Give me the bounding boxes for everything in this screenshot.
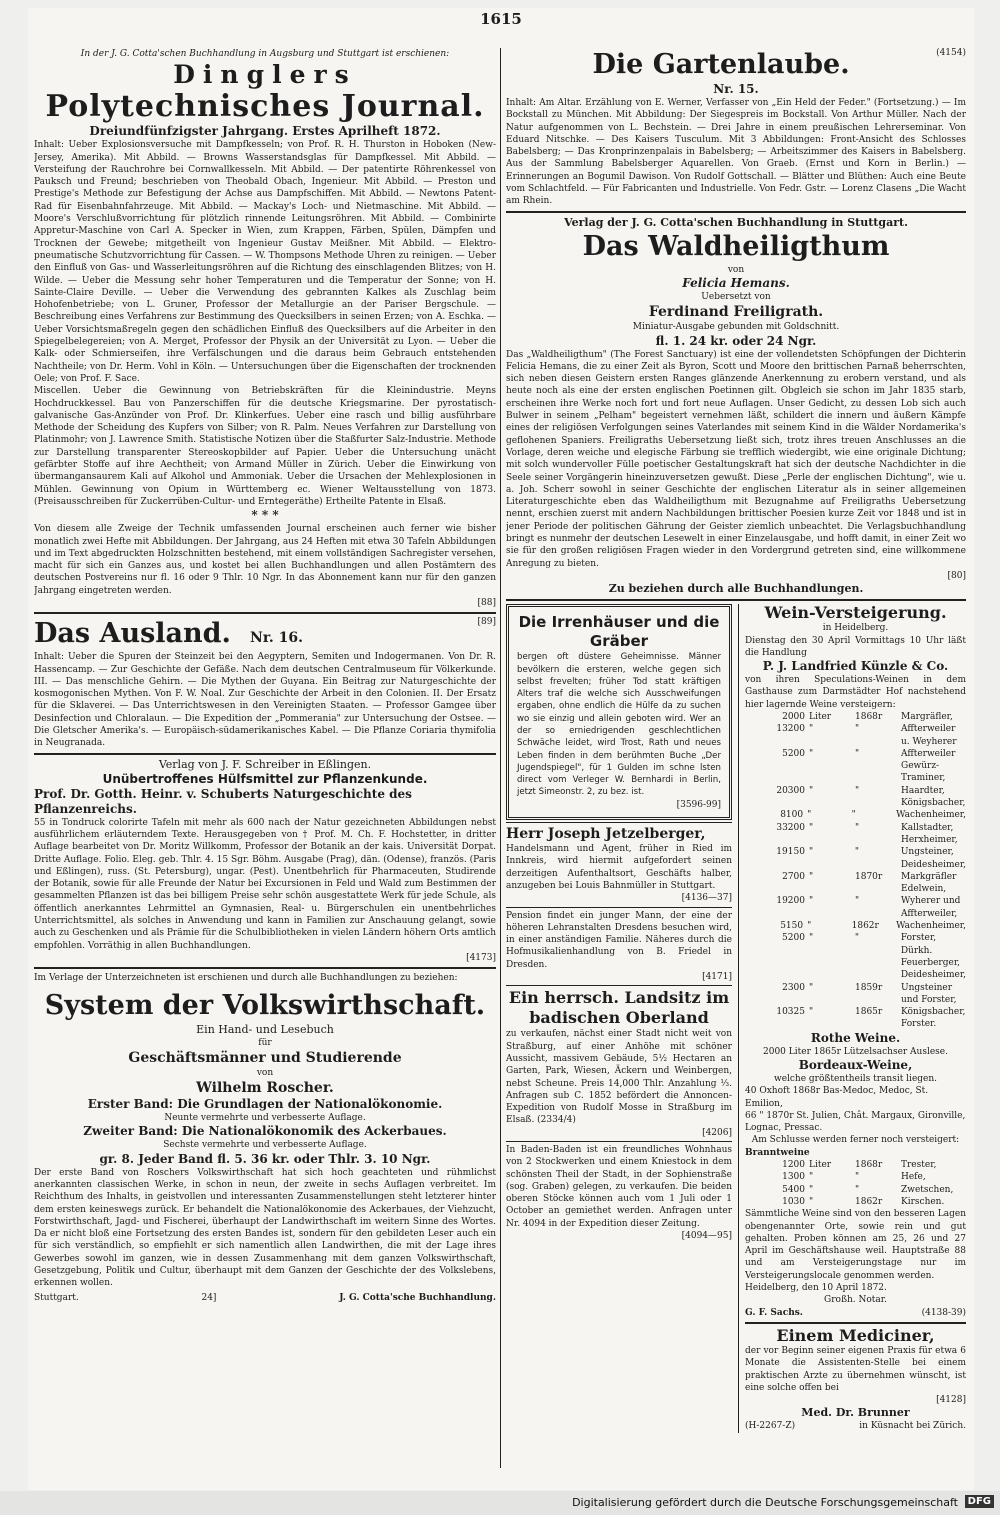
dingler-subscription: Von diesem alle Zweige der Technik umfassenden Journal erscheinen auch ferner wie bisher monatlich zwei Hefte mit Abbildungen. Der Jahrgang, aus 24 Heften mit etwa 30 Tafeln Abbildungen und im Text abgedruckten Holzschnitten bestehend, mit einem vollständigen Sachregister versehen, macht für sich ein Ganzes aus, und kostet bei allen Buchhandlungen und allen Postämtern des deutschen Postvereins nur fl. 16 oder 9 Thlr. 10 Ngr. In das Abonnement kann nur für den ganzen Jahrgang eingetreten werden. — [34, 524, 496, 596]
wine-lot-desc: Königsbacher, Forster. — [901, 1007, 966, 1030]
roscher-signature: J. G. Cotta'sche Buchhandlung. — [339, 1292, 496, 1303]
wine-lot-amount: 5150 — [780, 921, 804, 932]
gartenlaube-number: Nr. 15. — [713, 82, 759, 96]
wein-brandy-intro: Am Schlusse werden ferner noch versteigert: — [751, 1135, 960, 1146]
wein-signature-line — [745, 1307, 966, 1319]
wine-lot-row — [745, 895, 966, 920]
left-column — [34, 48, 496, 1486]
wein-signature: G. F. Sachs. — [745, 1307, 803, 1318]
wine-lot-unit: " — [809, 785, 814, 796]
waldheiligthum-publisher: Verlag der J. G. Cotta'schen Buchhandlung in Stuttgart. — [564, 215, 908, 229]
divider — [506, 822, 732, 823]
wine-lot-amount: 1200 — [782, 1160, 805, 1171]
wine-lot-unit: " — [809, 1007, 814, 1018]
ausland-header — [34, 617, 496, 651]
roscher-fuer: für — [258, 1037, 272, 1048]
landsitz-ref: [4206] — [702, 1127, 732, 1138]
mediciner-title: Einem Mediciner, — [776, 1325, 935, 1345]
newspaper-page — [28, 8, 974, 1490]
wein-ad — [745, 604, 966, 1319]
wine-lot-unit: " — [808, 933, 814, 944]
roscher-signature-line — [34, 1292, 496, 1304]
wine-lot-year: " — [855, 822, 860, 833]
wein-firm: P. J. Landfried Künzle & Co. — [762, 659, 949, 674]
dingler-misc: Miscellen. Ueber die Gewinnung von Betriebskräften für die Kleinindustrie. Meyns Hochdruckkessel. Bau von Panzerschiffen für die deutsche Kriegsmarine. Der pyrostatisch-galvanische Gas-Anzünder von Prof. Dr. Klinkerfues. Ueber eine rasch und billig ausführbare Methode der Scheidung des Kupfers von Silber; von R. Palm. Neues Verfahren zur Darstellung von Platinmohr; von J. Lawrence Smith. Statistische Notizen über die Staßfurter Salz-Industrie. Methode zur Darstellung transparenter Stereoskopbilder auf Papier. Ueber die Untersuchung unächt gefärbter Stoffe auf ihre Aechtheit; von Armand Müller in Zürich. Ueber die Einwirkung von übermangansaurem Kali auf Alkohol und Ammoniak. Ueber die Ursachen der Mehlexplosionen in Mühlen. Gewinnung von Opium in Württemberg ec. Wiener Weltausstellung von 1873. (Preisausschreiben für Zuckerrüben-Cultur- und Erntegeräthe) Ertheilte Patente in Elsaß. — [34, 386, 496, 507]
wine-lot-row — [745, 846, 966, 871]
wine-lot-row — [745, 785, 966, 810]
dingler-title-2: Polytechnisches Journal. — [45, 89, 485, 125]
gartenlaube-contents: Inhalt: Am Altar. Erzählung von E. Werner, Verfasser von „Ein Held der Feder." (Fortsetzung.) — Im Bockstall zu München. Mit Abbildung: Der Siegespreis im Bockstall. Von Arthur Müller. Nach der Natur aufgenommen von L. Bechstein. — Drei Jahre in einem preußischen Lehrerseminar. Von Eduard Nitschke. — Des Kaisers Tusculum. Mit 3 Abbildungen: Front-Ansicht des Schlosses Babelsberg; — Das Kronprinzenpalais in Babelsberg; — Arbeitszimmer des Kaisers in Babelsberg. Aus der Sammlung Babelsberger Aquarellen. Von Graeb. (Ernst und Korn in Berlin.) — Erinnerungen an Bogumil Dawison. Von Rudolf Gottschall. — Blätter und Blüthen: Auch eine Beute vom Schlachtfeld. — Für Fabricanten und Industrielle. Von Fedr. Gstr. — Lorenz Clasens „Die Wacht am Rhein. — [506, 98, 966, 207]
pension-text: Pension findet ein junger Mann, der eine der höheren Lehranstalten Dresdens besuchen wird, in einer anständigen Familie. Näheres durch die Hofmusikalienhandlung von B. Friedel in Dresden. — [506, 910, 732, 970]
schreiber-text: 55 in Tondruck colorirte Tafeln mit mehr als 600 nach der Natur gezeichneten Abbildungen nebst ausführlichem erläuterndem Texte. Herausgegeben von † Prof. M. Ch. F. Hochstetter, in dritter Auflage bearbeitet von Dr. Moritz Willkomm, Professor der Botanik an der kais. Universität Dorpat. Dritte Auflage. Folio. Eleg. geb. Thlr. 4. 15 Sgr. Böhm. Ausgabe (Prag), dän. (Odense), französ. (Paris und Eßlingen), russ. (St. Petersburg), ungar. (Pest). Unentbehrlich für Pharmaceuten, Studirende der Botanik, sowie für alle Freunde der Natur bei Excursionen in Feld und Wald zum Bestimmen der gesammelten Pflanzen ist das bei billigem Preise sehr schön ausgestattete Werk für jede Schule, als öffentlich anerkanntes Lehrmittel an Gymnasien, Real- u. Bürgerschulen ein unentbehrliches Unterrichtsmittel, als solches in Anwendung und kann in Familien zur Anschauung gelangt, sowie auch zu Geschenken und als Prämie für die Schulbibliotheken in vielen Ländern höhern Orts amtlich empfohlen. Vorräthig in allen Buchhandlungen. — [34, 817, 496, 951]
wine-lot-amount: 1030 — [782, 1196, 805, 1207]
waldheiligthum-footer: Zu beziehen durch alle Buchhandlungen. — [608, 582, 864, 596]
wine-lot-row — [745, 982, 966, 1007]
wine-lot-year: 1862r — [855, 1196, 883, 1207]
wine-lot-year: " — [854, 933, 860, 944]
wine-lot-amount: 5400 — [782, 1184, 805, 1195]
dingler-title-1: Dinglers — [173, 60, 357, 90]
wine-lot-year: " — [854, 847, 860, 858]
wine-lot-desc: Haardter, Königsbacher, — [901, 785, 966, 809]
digitization-footer — [0, 1491, 1000, 1515]
roscher-vol1-edition: Neunte vermehrte und verbesserte Auflage. — [164, 1113, 366, 1124]
dingler-ad — [34, 48, 496, 609]
wine-lot-unit: " — [809, 871, 814, 882]
wine-lot-amount: 8100 — [780, 810, 804, 821]
waldheiligthum-price: fl. 1. 24 kr. oder 24 Ngr. — [655, 333, 817, 348]
wine-lot-unit: " — [808, 847, 814, 858]
ausland-title: Das Ausland. — [34, 618, 231, 650]
waldheiligthum-author: Felicia Hemans. — [682, 275, 790, 290]
baden-ad — [506, 1144, 732, 1242]
wine-lot-year: 1868r — [855, 1160, 883, 1171]
baden-text: In Baden-Baden ist ein freundliches Wohnhaus von 2 Stockwerken und einem Kniestock in dem schönsten Theil der Stadt, in der Sophienstraße (sog. Graben) gelegen, zu verkaufen. Die beiden oberen Stöcke können auch vom 1 Juli oder 1 October an gemiethet werden. Anfragen unter Nr. 4094 in der Expedition dieser Zeitung. — [506, 1145, 732, 1229]
mediciner-name: Med. Dr. Brunner — [801, 1406, 910, 1420]
pension-ad — [506, 910, 732, 984]
gartenlaube-header — [506, 48, 966, 82]
wein-bordeaux-sub: welche größtentheils transit liegen. — [773, 1074, 938, 1084]
roscher-place: Stuttgart. — [34, 1292, 79, 1303]
wine-lot-desc: Affterweiler Gewürz-Traminer, — [901, 748, 956, 784]
schreiber-headline: Unübertroffenes Hülfsmittel zur Pflanzenkunde. — [102, 771, 428, 786]
wine-lot-year: 1859r — [855, 982, 883, 993]
wine-lot-amount: 10325 — [776, 1007, 805, 1018]
wine-lot-unit: " — [809, 1196, 814, 1207]
wine-lot-unit: " — [809, 724, 814, 735]
wine-lot-desc: Ungsteiner, Deidesheimer, — [900, 847, 966, 870]
wine-lot-unit: " — [807, 921, 812, 932]
wine-lot-desc: Hefe, — [901, 1172, 926, 1183]
waldheiligthum-ad — [506, 216, 966, 597]
wine-lot-unit: Liter — [809, 711, 832, 722]
waldheiligthum-ref: [80] — [947, 570, 966, 581]
roscher-intro: Im Verlage der Unterzeichneten ist erschienen und durch alle Buchhandlungen zu beziehen: — [34, 973, 458, 984]
wine-lot-desc: Affterweiler u. Weyherer — [901, 724, 957, 747]
wine-lot-year: " — [855, 1184, 860, 1195]
landsitz-ad — [506, 988, 732, 1139]
wine-lot-amount: 2300 — [782, 982, 805, 993]
roscher-text: Der erste Band von Roschers Volkswirthschaft hat sich hoch geachteten und rühmlichst anerkannten classischen Werke, in schon in neun, der zweite in sechs Auflagen verbreitet. Im Reichthum des Inhalts, in geistvollen und interessanten Zusammenstellungen steht letzterer hinter dem ersten keineswegs zurück. Er behandelt die Nationalökonomie des Ackerbaues, der Viehzucht, Forstwirthschaft, Jagd- und Fischerei, überhaupt der Landwirthschaft im weitern Sinne des Wortes. Da er nicht bloß eine Fortsetzung des ersten Bandes ist, sondern für den gebildeten Leser auch ein für sich verständlich, so empfiehlt er sich namentlich allen Landwirthen, die mit der Lage ihres Gewerbes sowohl im ganzen, wie in dessen Zusammenhang mit dem ganzen Volkswirthschaft, Gesetzgebung, Politik und Cultur, überhaupt mit dem Ganzen der Geschichte der des Volkslebens, erkennen wollen. — [34, 1167, 496, 1289]
wine-lot-amount: 2000 — [782, 711, 805, 722]
schreiber-publisher: Verlag von J. F. Schreiber in Eßlingen. — [158, 757, 372, 771]
wine-lot-desc: Wachenheimer, — [896, 810, 966, 821]
wein-ref: (4138-39) — [921, 1307, 966, 1318]
wine-lot-amount: 5200 — [782, 933, 805, 944]
waldheiligthum-von: von — [727, 264, 745, 275]
waldheiligthum-translated: Uebersetzt von — [701, 291, 771, 302]
wein-rothe: Rothe Weine. — [810, 1030, 901, 1045]
wine-lot-row — [745, 1184, 966, 1196]
schreiber-title: Prof. Dr. Gotth. Heinr. v. Schuberts Naturgeschichte des Pflanzenreichs. — [34, 786, 412, 816]
wine-lot-row — [745, 723, 966, 748]
wine-lot-amount: 2700 — [782, 871, 805, 882]
wine-lot-amount: 5200 — [782, 748, 805, 759]
subcolumn-left — [506, 604, 739, 1433]
dfg-logo: DFG — [965, 1495, 994, 1508]
mediciner-ad — [745, 1327, 966, 1433]
wein-rothe-line: 2000 Liter 1865r Lützelsachser Auslese. — [763, 1046, 948, 1057]
jetzelberger-ref: [4136—37] — [681, 893, 732, 904]
column-divider — [500, 48, 501, 1468]
roscher-subtitle: Ein Hand- und Lesebuch — [196, 1022, 334, 1036]
page-number: 1615 — [480, 10, 522, 28]
wine-lot-row — [745, 809, 966, 821]
wine-lot-row — [745, 932, 966, 981]
wine-lot-desc: Wachenheimer, — [896, 921, 966, 932]
landsitz-text: zu verkaufen, nächst einer Stadt nicht weit von Straßburg, auf einer Anhöhe mit schöner Aussicht, massivem Gebäude, 5½ Hectaren an Garten, Park, Wiesen, Äckern und Weinbergen, nebst Scheune. Preis 14,000 Thlr. Anzahlung ⅓. Anfragen sub C. 1852 befördert die Annoncen-Expedition von Rudolf Mosse in Straßburg im Elsaß. (2334/4) — [506, 1029, 732, 1126]
wine-lot-row — [745, 1196, 966, 1208]
roscher-price: gr. 8. Jeder Band fl. 5. 36 kr. oder Thlr. 3. 10 Ngr. — [99, 1151, 431, 1166]
wine-lot-unit: " — [809, 982, 814, 993]
divider — [506, 907, 732, 908]
roscher-author: Wilhelm Roscher. — [196, 1080, 334, 1097]
divider — [506, 211, 966, 213]
wine-lot-amount: 20300 — [776, 785, 805, 796]
mediciner-place: in Küsnacht bei Zürich. — [859, 1421, 966, 1432]
wine-lot-year: " — [855, 1172, 860, 1183]
irrenhaeuser-ref: [3596-99] — [676, 799, 721, 810]
ausland-contents: Inhalt: Ueber die Spuren der Steinzeit bei den Aegyptern, Semiten und Indogermanen. Von Dr. R. Hassencamp. — Zur Geschichte der Gefäße. Nach dem deutschen Centralmuseum für Völkerkunde. III. — Das menschliche Gehirn. — Die Mythen der Guyana. Ein Beitrag zur Naturgeschichte der kosmogonischen Mythen. Von F. W. Noal. Zur Geschichte der Arbeit in den Colonien. II. Der Ersatz für die Sklaverei. — Das Unterrichtswesen in den Vereinigten Staaten. — Professor Gamgee über Desinfection und Chloralaun. — Die Expedition der „Pommerania" zur Untersuchung der Ostsee. — Die Gletscher Amerika's. — Europäisch-südamerikanisches Kabel. — Die Pflanze Coriaria thymifolia in Neugranada. — [34, 652, 496, 749]
wine-lot-unit: " — [809, 748, 814, 759]
wine-lot-row — [745, 822, 966, 847]
wein-bordeaux-line-1: 40 Oxhoft 1868r Bas-Medoc, Medoc, St. Emilion, — [745, 1086, 929, 1109]
wine-lot-unit: " — [807, 810, 812, 821]
mediciner-text: der vor Beginn seiner eigenen Praxis für etwa 6 Monate die Assistenten-Stelle bei einem praktischen Arzte zu übernehmen wünscht, ist eine solche offen bei — [745, 1345, 966, 1393]
wine-lot-year: 1862r — [851, 921, 879, 932]
wine-lot-year: " — [855, 896, 860, 907]
divider — [34, 967, 496, 969]
ausland-number: Nr. 16. — [250, 630, 304, 647]
wein-notary: Großh. Notar. — [824, 1295, 887, 1306]
wein-list-1 — [745, 711, 966, 1031]
wine-lot-amount: 1300 — [782, 1172, 805, 1183]
wein-closing: Sämmtliche Weine sind von den besseren Lagen obengenannter Orte, sowie rein und gut gehalten. Proben können am 25, 26 und 27 April im Geschäftshause weil. Hauptstraße 88 und am Versteigerungstage nur im Versteigerungslocale genommen werden. — [745, 1209, 966, 1281]
wine-lot-desc: Margräfler, — [901, 711, 953, 722]
jetzelberger-name: Herr Joseph Jetzelberger, — [506, 826, 706, 843]
wein-bordeaux-line-2: 66 " 1870r St. Julien, Chât. Margaux, Gironville, Lognac, Pressac. — [745, 1110, 966, 1134]
schreiber-ad — [34, 758, 496, 965]
wine-lot-desc: Wyherer und Affterweiler, — [901, 896, 961, 919]
gartenlaube-ad — [506, 48, 966, 208]
wein-list-2 — [745, 1159, 966, 1208]
wein-date: Heidelberg, den 10 April 1872. — [745, 1283, 887, 1294]
gartenlaube-ref: (4154) — [936, 48, 966, 58]
wine-lot-amount: 33200 — [776, 822, 805, 833]
pension-ref: [4171] — [702, 972, 732, 983]
divider — [506, 599, 966, 601]
right-column — [506, 48, 966, 1486]
divider — [506, 1141, 732, 1142]
wine-lot-row — [745, 871, 966, 896]
wine-lot-amount: 19200 — [776, 896, 805, 907]
wein-title: Wein-Versteigerung. — [764, 604, 947, 623]
irrenhaeuser-text: bergen oft düstere Geheimnisse. Männer bevölkern die ersteren, welche gegen sich selbst frevelten; früher Tod statt kräftigen Alters traf die welche sich Ausschweifungen ergaben, ohne endlich die Hülfe da zu suchen wo sie einzig und allein geboten wird. Wer an der so erniedrigenden geschlechtlichen Schwäche leidet, wird Trost, Rath und neues Leben finden in dem berühmten Buche „Der Jugendspiegel", für 1 Gulden im schne lsten direct vom Verleger W. Bernhardi in Berlin, jetzt Simeonstr. 2, zu bez. ist. — [517, 652, 721, 798]
irrenhaeuser-title: Die Irrenhäuser und die Gräber — [518, 613, 720, 651]
wine-lot-unit: Liter — [809, 1160, 832, 1171]
mediciner-ref: [4128] — [936, 1395, 966, 1406]
wine-lot-desc: Kallstadter, Herxheimer, — [901, 822, 958, 845]
wine-lot-desc: Ungsteiner und Forster, — [901, 982, 957, 1005]
dingler-ref: [88] — [477, 597, 496, 608]
roscher-vol1: Erster Band: Die Grundlagen der Nationalökonomie. — [87, 1097, 443, 1112]
wine-lot-unit: " — [809, 822, 814, 833]
roscher-von: von — [256, 1067, 274, 1078]
roscher-ad — [34, 972, 496, 1304]
wine-lot-year: 1865r — [855, 1007, 883, 1018]
wine-lot-row — [745, 1159, 966, 1171]
right-subcolumns — [506, 604, 966, 1433]
irrenhaeuser-ad — [506, 604, 732, 820]
dingler-publisher: In der J. G. Cotta'schen Buchhandlung in Augsburg und Stuttgart ist erschienen: — [80, 49, 450, 59]
schreiber-ref: [4173] — [466, 952, 496, 963]
jetzelberger-text: Handelsmann und Agent, früher in Ried im Innkreis, wird hiermit aufgefordert seinen derzeitigen Aufenthaltsort, Geschäfts halber, anzugeben bei Louis Bahnmüller in Stuttgart. — [506, 844, 732, 891]
dingler-contents: Inhalt: Ueber Explosionsversuche mit Dampfkesseln; von Prof. R. H. Thurston in Hoboken (New-Jersey, Amerika). Mit Abbild. — Browns Wasserstandsglas für Dampfkessel. Mit Abbild. — Versteifung der Rauchrohre bei Cornwallkesseln. Mit Abbild. — Der patentirte Röhrenkessel von Pauksch und Freund; beschrieben von Theobald Obach, Ingenieur. Mit Abbild. — Preston und Prestige's Methode zur Befestigung der Achse aus Dampfschiffen. Mit Abbild. — Newtons Patent-Rad für Eisenbahnfahrzeuge. Mit Abbild. — Mackay's Loch- und Nietmaschine. Mit Abbild. — Moore's Verschlußvorrichtung für plötzlich rinnende Leitungsröhren. Mit Abbild. — Combinirte Appretur-Maschine von Carl A. Specker in Wien, zum Krappen, Färben, Spülen, Dämpfen und Trocknen der Gewebe; mitgetheilt von Ingenieur Gustav Meißner. Mit Abbild. — Elektro-pneumatische Schutzvorrichtung für Cassen. — W. Thompsons Methode Uhren zu reinigen. — Ueber den Einfluß von Gas- und Wasserleitungsröhren auf die Richtung des einschlagenden Blitzes; von H. Wilde. — Ueber die Messung sehr hoher Temperaturen und die Temperatur der Sonne; von H. Sainte-Claire Deville. — Ueber die Verwendung des gebrannten Kalkes als Zuschlag beim Hohofenbetriebe; von L. Gruner, Professor der Metallurgie an der Pariser Bergschule. — Beschreibung eines Verfahrens zur Bestimmung des Quecksilbers in seinen Erzen; von A. Eschka. — Ueber Vorsichtsmaßregeln gegen den schädlichen Einfluß des Quecksilbers auf die Arbeiter in den Spiegelbelegereien; von A. Merget, Professor der Physik an der Universität zu Lyon. — Ueber die Kalk- oder Schmierseifen, ihre Verfälschungen und die daraus beim Gebrauch entstehenden Nachtheile; von Dr. Herm. Vohl in Köln. — Untersuchungen über die Eigenschaften der trocknenden Oele; von Prof. F. Sace. — [34, 140, 496, 384]
ausland-ad — [34, 617, 496, 749]
dingler-issue: Dreiundfünfzigster Jahrgang. Erstes Aprilheft 1872. — [89, 124, 441, 139]
gartenlaube-title: Die Gartenlaube. — [592, 49, 850, 80]
wine-lot-year: 1870r — [855, 871, 883, 882]
wein-intro: Dienstag den 30 April Vormittags 10 Uhr läßt die Handlung — [745, 635, 966, 658]
wine-lot-desc: Zwetschen, — [901, 1184, 954, 1195]
wine-lot-row — [745, 711, 966, 723]
wein-brandy-title: Branntweine — [745, 1147, 810, 1158]
wein-intro2: von ihren Speculations-Weinen in dem Gasthause zum Darmstädter Hof nachstehend hier lagernde Weine versteigern: — [745, 675, 966, 710]
wein-place: in Heidelberg. — [822, 623, 889, 634]
wine-lot-amount: 19150 — [776, 847, 805, 858]
landsitz-title: Ein herrsch. Landsitz im badischen Oberland — [508, 988, 730, 1028]
divider — [34, 612, 496, 614]
waldheiligthum-title: Das Waldheiligthum — [582, 230, 890, 262]
wine-lot-desc: Markgräfler Edelwein, — [901, 871, 957, 895]
roscher-vol2-edition: Sechste vermehrte und verbesserte Auflage. — [163, 1140, 367, 1151]
wine-lot-desc: Forster, Dürkh. Feuerberger, Deidesheimer, — [900, 933, 966, 981]
footer-text: Digitalisierung gefördert durch die Deutsche Forschungsgemeinschaft — [572, 1496, 958, 1509]
divider — [506, 985, 732, 986]
wine-lot-year: " — [851, 810, 856, 821]
roscher-ref: 24] — [201, 1292, 217, 1303]
wein-bordeaux: Bordeaux-Weine, — [798, 1058, 913, 1072]
jetzelberger-ad — [506, 825, 732, 904]
wine-lot-row — [745, 1171, 966, 1183]
wine-lot-row — [745, 748, 966, 785]
wine-lot-row — [745, 1006, 966, 1031]
waldheiligthum-text: Das „Waldheiligthum" (The Forest Sanctuary) ist eine der vollendetsten Schöpfungen der Dichterin Felicia Hemans, die zu einer Zeit als Byron, Scott und Moore den brittischen Parnaß beherrschten, sich neben diesen Geistern ersten Ranges glänzende Anerkennung zu erobern verstand, und als heute noch als eine der ersten englischen Poetinnen gilt. Obgleich sie schon im Jahr 1835 starb, erscheinen ihre Werke noch fort und fort neue Auflagen. Unser Gedicht, zu dessen Lob sich auch Bulwer in seinem „Pelham" begeistert vernehmen läßt, schildert die innern und äußern Kämpfe eines der religiösen Verfolgungen seines Vaterlandes mit seinem Kind in die Wälder Nordamerika's geflohenen Spaniers. Freiligraths Uebersetzung ließt sich, trotz ihres treuen Anschlusses an die Vorlage, deren weiche und elegische Färbung sie trefflich wiedergibt, wie eine originale Dichtung; mit solch wundervoller Fülle poetischer Gestaltungskraft hat sich der deutsche Nachdichter in die Seele seiner Vorgängerin hineinzuversetzen gewußt. Diese „Perle der englischen Dichtung", wie u. a. Joh. Scherr sowohl in seiner Geschichte der englischen Literatur als in seiner allgemeinen Literaturgeschichte eben das Waldheiligthum mit Bezugnahme auf Freiligraths Uebersetzung nennt, erschien zuerst mit andern Nachbildungen brittischer Poesien kurze Zeit vor 1848 und ist in jener Periode der politischen Gährung der Geister ziemlich unbeachtet. Die Verlagsbuchhandlung bringt es nunmehr der deutschen Lesewelt in einer Einzelausgabe, und hofft damit, in einer Zeit wo sie für den großen religiösen Fragen wieder in den Vordergrund getreten sind, eine willkommene Anregung zu bieten. — [506, 349, 966, 569]
wine-lot-year: 1868r — [855, 711, 883, 722]
ausland-ref: [89] — [477, 617, 496, 628]
mediciner-code: (H-2267-Z) — [745, 1421, 796, 1432]
roscher-audience: Geschäftsmänner und Studierende — [128, 1049, 402, 1066]
mediciner-footer — [745, 1420, 966, 1432]
subcolumn-right — [739, 604, 966, 1433]
roscher-title: System der Volkswirthschaft. — [44, 989, 486, 1021]
wine-lot-unit: " — [809, 1172, 814, 1183]
wine-lot-desc: Trester, — [901, 1160, 937, 1171]
wine-lot-desc: Kirschen. — [901, 1196, 945, 1207]
waldheiligthum-translator: Ferdinand Freiligrath. — [648, 304, 824, 321]
wine-lot-year: " — [855, 785, 860, 796]
wine-lot-amount: 13200 — [776, 724, 805, 735]
wine-lot-row — [745, 920, 966, 932]
wine-lot-unit: " — [809, 1184, 814, 1195]
divider — [745, 1322, 966, 1324]
baden-ref: [4094—95] — [681, 1231, 732, 1242]
wine-lot-year: " — [855, 724, 860, 735]
dingler-stars: * * * — [251, 508, 279, 523]
waldheiligthum-edition: Miniatur-Ausgabe gebunden mit Goldschnitt. — [632, 322, 840, 333]
divider — [34, 753, 496, 755]
wine-lot-year: " — [855, 748, 860, 759]
wine-lot-unit: " — [809, 896, 814, 907]
roscher-vol2: Zweiter Band: Die Nationalökonomik des Ackerbaues. — [83, 1124, 447, 1139]
